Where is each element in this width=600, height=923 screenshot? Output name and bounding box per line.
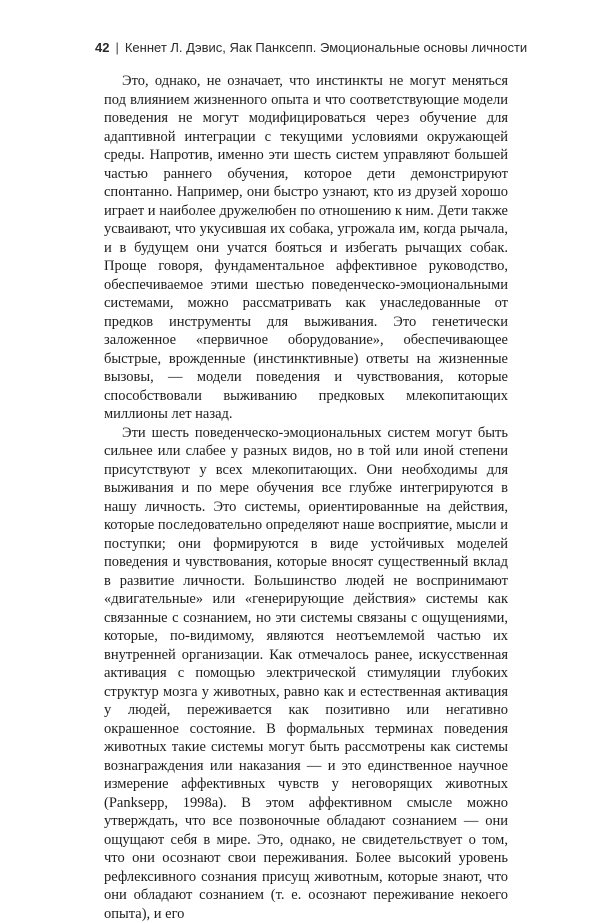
body-text — [104, 72, 508, 923]
header-separator: | — [115, 40, 118, 55]
paragraph: Это, однако, не означает, что инстинкты не могут меняться под влиянием жизненного опыта и что соответствующие модели поведения не могут модифицироваться через обучение для адаптивной интеграции с текущими условиями окружающей среды. Напротив, именно эти шесть систем управляют большей частью раннего обучения, которое дети демонстрируют спонтанно. Например, они быстро узнают, кто из друзей хорошо играет и наиболее дружелюбен по отношению к ним. Дети также усваивают, что укусившая их собака, угрожала им, когда рычала, и в будущем они учатся бояться и избегать рычащих собак. Проще говоря, фундаментальное аффективное руководство, обеспечиваемое этими шестью поведенческо-эмоциональными системами, можно рассматривать как унаследованные от предков инструменты для выживания. Это генетически заложенное «первичное оборудование», обеспечивающее быстрые, врожденные (инстинктивные) ответы на жизненные вызовы, — модели поведения и чувствования, которые способствовали выживанию предковых млекопитающих миллионы лет назад. — [104, 72, 508, 424]
paragraph: Эти шесть поведенческо-эмоциональных систем могут быть сильнее или слабее у разных видов, но в той или иной степени присутствуют у всех млекопитающих. Они необходимы для выживания и по мере обучения все глубже интегрируются в нашу личность. Это системы, ориентированные на действия, которые последовательно определяют наше восприятие, мысли и поступки; они формируются в виде устойчивых моделей поведения и чувствования, которые вносят существенный вклад в развитие личности. Большинство людей не воспринимают «двигательные» или «генерирующие действия» системы как связанные с сознанием, но эти системы связаны с ощущениями, которые, по-видимому, являются неотъемлемой частью их внутренней организации. Как отмечалось ранее, искусственная активация с помощью электрической стимуляции глубоких структур мозга у животных, равно как и естественная активация у людей, переживается как позитивно или негативно окрашенное состояние. В формальных терминах поведения животных такие системы могут быть рассмотрены как системы вознаграждения или наказания — и это единственное научное измерение аффективных чувств у неговорящих животных (Panksepp, 1998a). В этом аффективном смысле можно утверждать, что все позвоночные обладают сознанием — они ощущают себя в мире. Это, однако, не свидетельствует о том, что они осознают свои переживания. Более высокий уровень рефлексивного сознания присущ животным, которые знают, что они обладают сознанием (т. е. осознают переживание некоего опыта), и его — [104, 424, 508, 923]
page-number: 42 — [95, 40, 109, 55]
running-header — [95, 40, 510, 55]
running-title: Кеннет Л. Дэвис, Яак Панксепп. Эмоциональные основы личности — [125, 40, 527, 55]
